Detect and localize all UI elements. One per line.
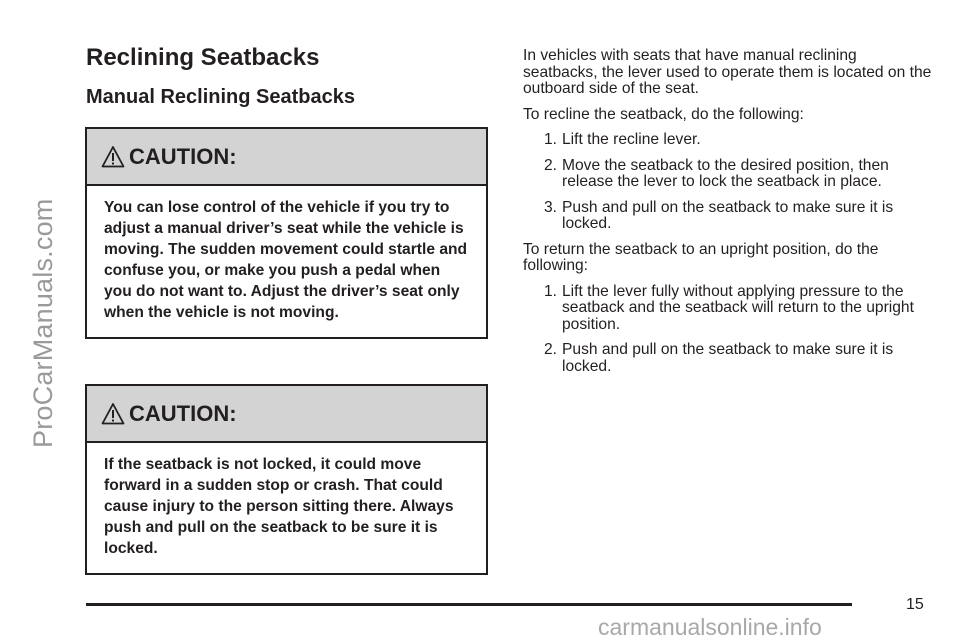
step-text: Lift the recline lever. (562, 131, 701, 148)
intro-paragraph: In vehicles with seats that have manual reclining seatbacks, the lever used to operate them is located on the outboard side of the seat. (523, 47, 932, 97)
footer-divider (86, 603, 852, 606)
caution-header-2 (87, 386, 486, 443)
page-subheading: Manual Reclining Seatbacks (86, 86, 355, 108)
step-number: 3. (543, 198, 557, 216)
bottom-watermark: carmanualsonline.info (598, 614, 822, 640)
list-item (523, 132, 933, 149)
list-item (523, 158, 933, 191)
step-text: Move the seatback to the desired position, then release the lever to lock the seatback in place. (562, 156, 889, 190)
caution-title-2: CAUTION: (129, 400, 237, 426)
page-heading: Reclining Seatbacks (86, 44, 320, 71)
recline-lead: To recline the seatback, do the following: (523, 105, 804, 123)
step-text: Lift the lever fully without applying pressure to the seatback and the seatback will return to the upright position. (562, 282, 914, 333)
list-item (523, 342, 933, 375)
return-lead: To return the seatback to an upright position, do the following: (523, 240, 879, 274)
caution-header-1 (87, 129, 486, 186)
caution-box-1 (85, 127, 488, 339)
step-number: 2. (543, 156, 557, 174)
page-number: 15 (906, 596, 924, 613)
caution-text-1: You can lose control of the vehicle if you try to adjust a manual driver’s seat while the vehicle is moving. The sudden movement could startle and confuse you, or make you push a pedal when you do not want to. Adjust the driver’s seat only when the vehicle is not moving. (104, 199, 468, 321)
step-text: Push and pull on the seatback to make sure it is locked. (562, 341, 894, 375)
side-watermark: ProCarManuals.com (28, 198, 58, 448)
return-steps (523, 284, 933, 376)
caution-box-2 (85, 384, 488, 575)
warning-triangle-icon (101, 145, 125, 169)
list-item (523, 200, 933, 233)
step-number: 1. (543, 131, 557, 148)
right-column (523, 48, 933, 384)
list-item (523, 284, 933, 334)
caution-title-1: CAUTION: (129, 143, 237, 169)
step-number: 1. (543, 282, 557, 300)
step-number: 2. (543, 341, 557, 358)
caution-text-2: If the seatback is not locked, it could move forward in a sudden stop or crash. That could cause injury to the person sitting there. Always push and pull on the seatback to be sure it is locked. (104, 456, 454, 557)
warning-triangle-icon (101, 402, 125, 426)
step-text: Push and pull on the seatback to make sure it is locked. (562, 198, 894, 232)
recline-steps (523, 132, 933, 233)
